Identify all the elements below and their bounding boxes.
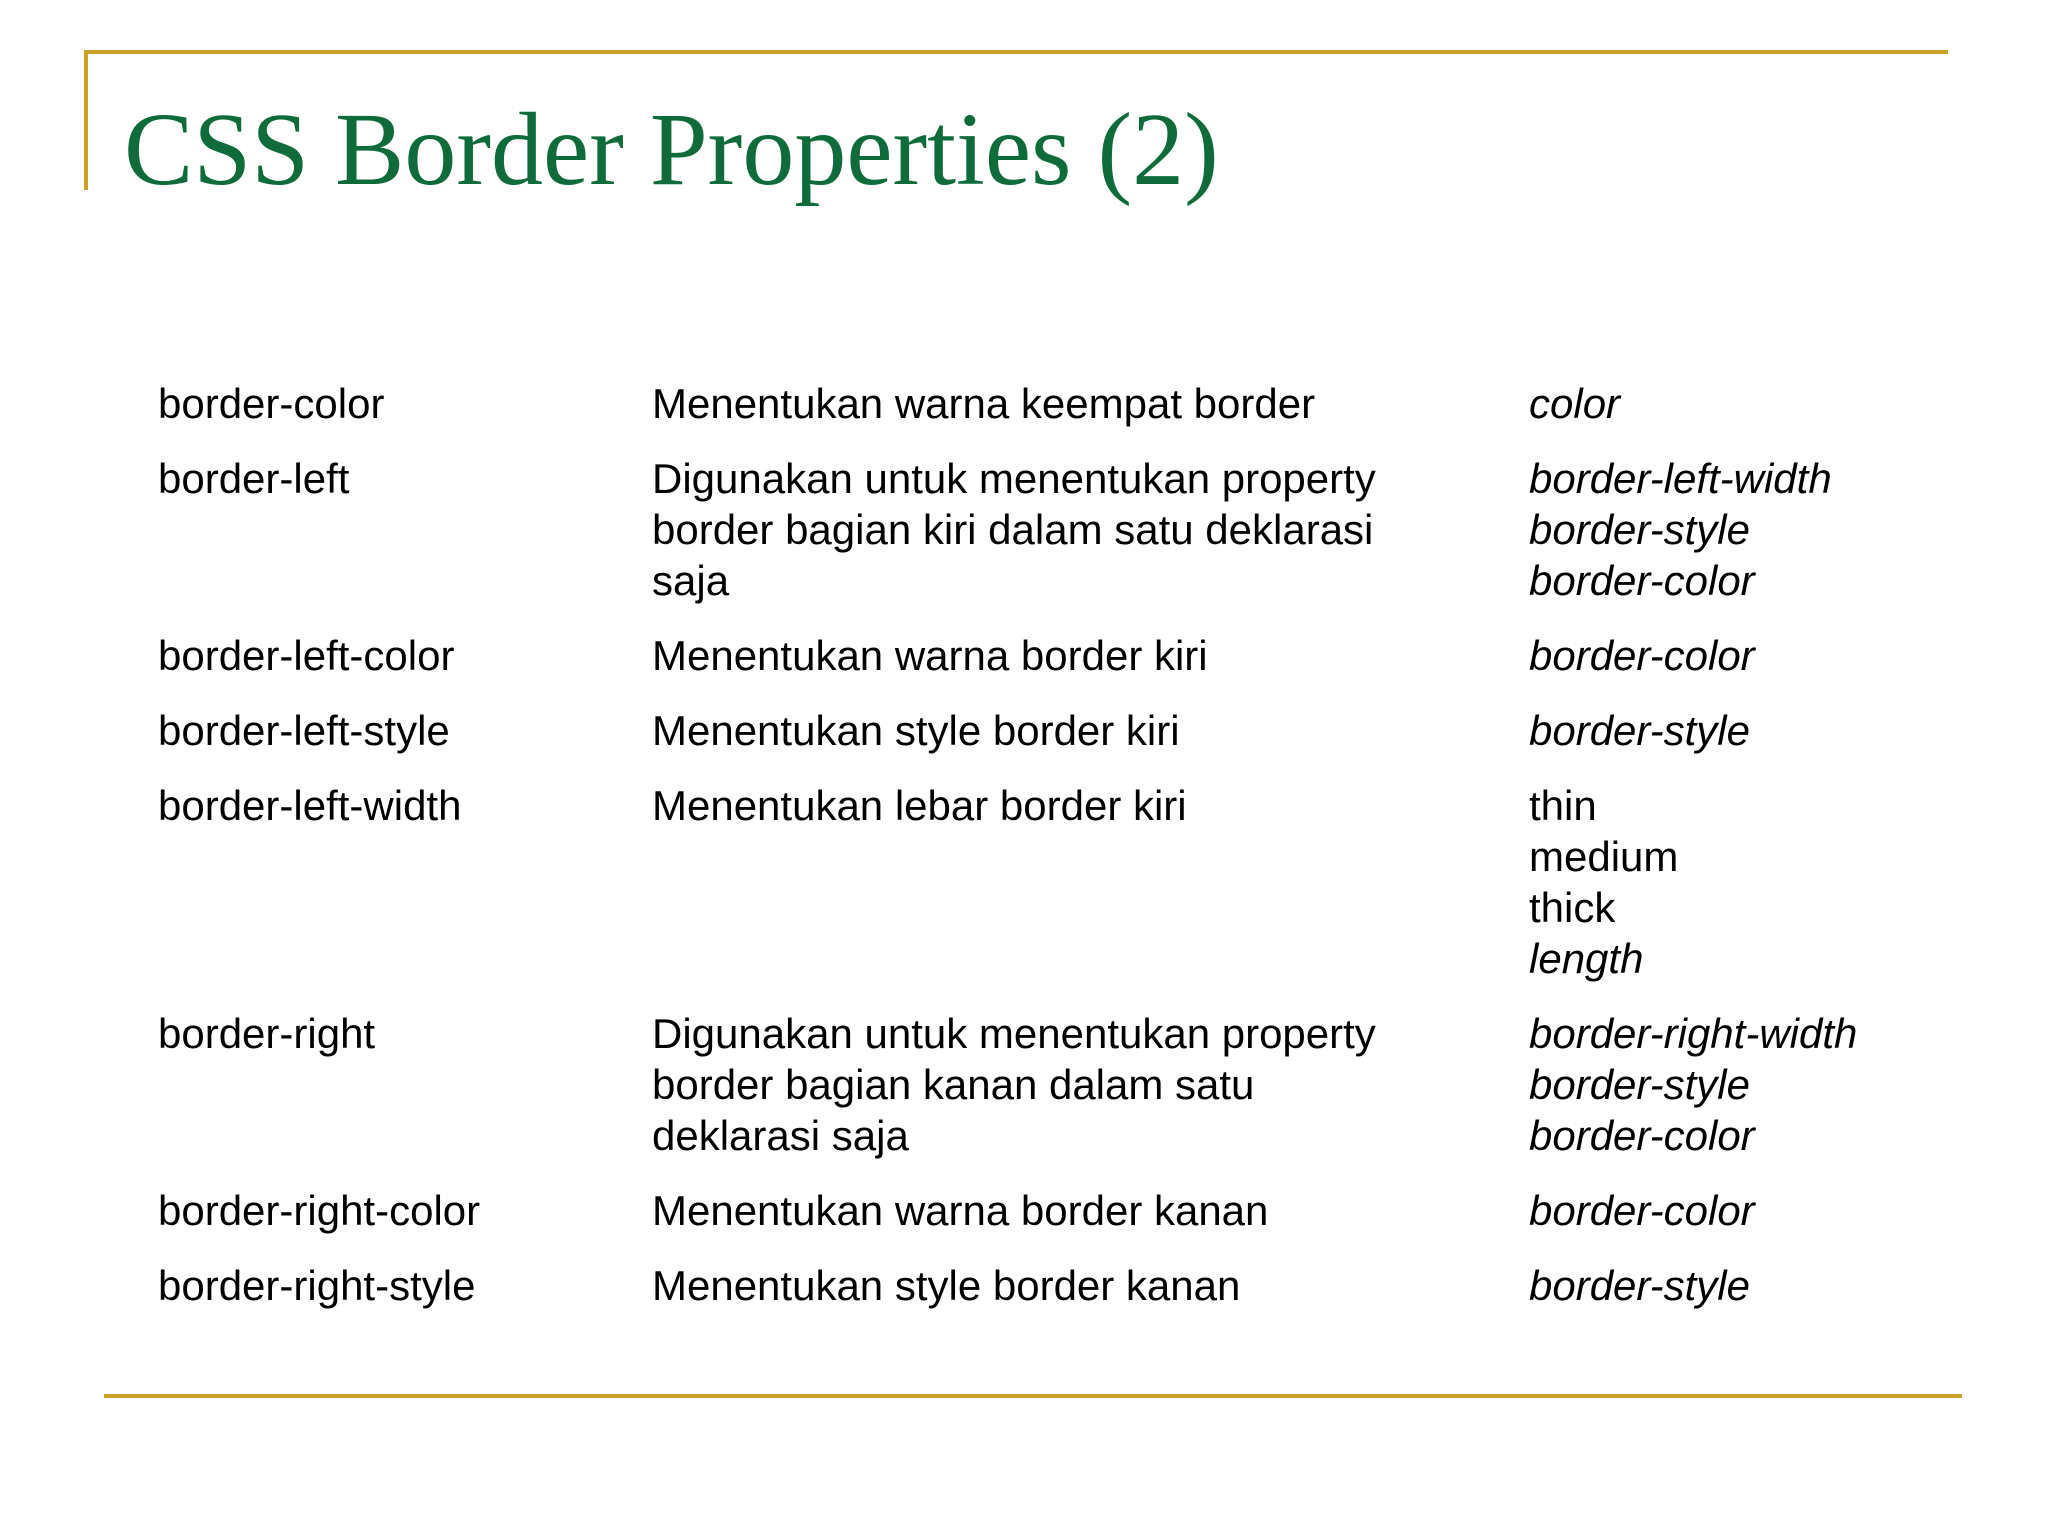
bottom-accent-line [104, 1394, 1962, 1398]
property-value: thick [1529, 884, 1616, 931]
table-row [158, 780, 1918, 1008]
property-description: Digunakan untuk menentukan property border bagian kiri dalam satu deklarasi saja [652, 455, 1376, 604]
table-body [158, 378, 1918, 1311]
property-values [1529, 1260, 1918, 1311]
property-value: border-style [1529, 707, 1750, 754]
border-properties-table [158, 378, 1918, 1311]
table-row [158, 1185, 1918, 1260]
property-value: border-color [1529, 632, 1755, 679]
property-value: length [1529, 935, 1644, 982]
property-name: border-right [158, 1010, 376, 1057]
property-description: Menentukan style border kanan [652, 1262, 1241, 1309]
property-name: border-left-width [158, 782, 462, 829]
table-row [158, 378, 1918, 453]
property-values [1529, 630, 1918, 705]
property-description: Menentukan warna border kanan [652, 1187, 1269, 1234]
property-description: Menentukan warna keempat border [652, 380, 1316, 427]
property-name: border-right-style [158, 1262, 476, 1309]
property-value: color [1529, 380, 1621, 427]
property-value: border-left-width [1529, 455, 1832, 502]
property-value: thin [1529, 782, 1597, 829]
property-value: medium [1529, 833, 1679, 880]
property-name: border-left [158, 455, 350, 502]
property-values [1529, 453, 1918, 630]
property-description: Menentukan lebar border kiri [652, 782, 1187, 829]
slide-title: CSS Border Properties (2) [124, 92, 1219, 207]
property-value: border-color [1529, 1112, 1755, 1159]
property-value: border-style [1529, 1262, 1750, 1309]
table-row [158, 1260, 1918, 1311]
property-name: border-color [158, 380, 385, 427]
left-accent-line [84, 50, 88, 190]
table-row [158, 630, 1918, 705]
property-name: border-left-color [158, 632, 455, 679]
property-values [1529, 1008, 1918, 1185]
table-row [158, 705, 1918, 780]
property-description: Menentukan style border kiri [652, 707, 1180, 754]
property-name: border-right-color [158, 1187, 481, 1234]
property-value: border-color [1529, 1187, 1755, 1234]
property-name: border-left-style [158, 707, 450, 754]
property-value: border-style [1529, 1061, 1750, 1108]
property-value: border-right-width [1529, 1010, 1858, 1057]
property-values [1529, 1185, 1918, 1260]
property-values [1529, 378, 1918, 453]
property-description: Menentukan warna border kiri [652, 632, 1208, 679]
property-description: Digunakan untuk menentukan property border bagian kanan dalam satu deklarasi saja [652, 1010, 1376, 1159]
property-values [1529, 780, 1918, 1008]
property-value: border-color [1529, 557, 1755, 604]
property-value: border-style [1529, 506, 1750, 553]
property-values [1529, 705, 1918, 780]
top-accent-line [84, 50, 1948, 54]
table-row [158, 1008, 1918, 1185]
table-row [158, 453, 1918, 630]
